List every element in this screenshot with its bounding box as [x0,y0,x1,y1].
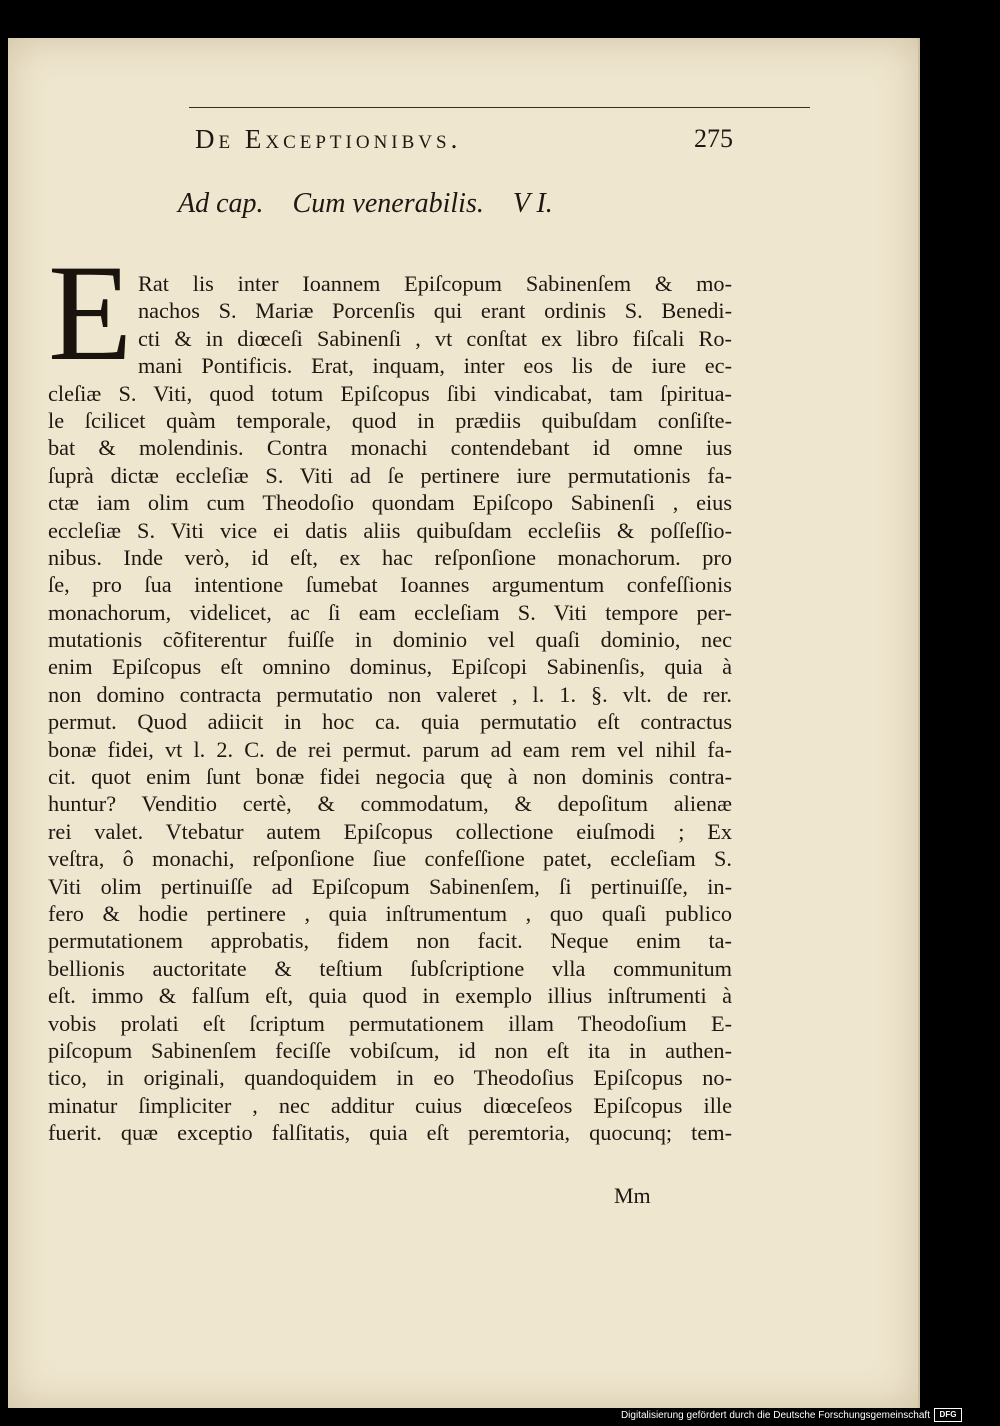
section-heading-part: V I. [512,188,553,219]
text-line: Viti olim pertinuiſſe ad Epiſcopum Sabinenſem, ſi pertinuiſſe, in- [48,873,732,899]
text-line: cti & in diœceſi Sabinenſi , vt conſtat ex libro fiſcali Ro- [138,325,732,351]
text-line: nibus. Inde verò, id eſt, ex hac reſponſione monachorum. pro [48,544,732,570]
text-line: nachos S. Mariæ Porcenſis qui erant ordinis S. Benedi- [138,298,732,324]
text-line: bonæ fidei, vt l. 2. C. de rei permut. parum ad eam rem vel nihil fa- [48,736,732,762]
dfg-logo: DFG [934,1408,962,1422]
text-line: ctæ iam olim cum Theodoſio quondam Epiſcopo Sabinenſi , eius [48,490,732,516]
text-line: non domino contracta permutatio non valeret , l. 1. §. vlt. de rer. [48,681,732,707]
text-line: cleſiæ S. Viti, quod totum Epiſcopus ſibi vindicabat, tam ſpiritua- [48,380,732,406]
text-line: le ſcilicet quàm temporale, quod in prædiis quibuſdam conſiſte- [48,407,732,433]
text-line: eſt. immo & falſum eſt, quia quod in exemplo illius inſtrumenti à [48,983,732,1009]
text-line: veſtra, ô monachi, reſponſione ſiue confeſſione patet, eccleſiam S. [48,846,732,872]
text-line: minatur ſimpliciter , nec additur cuius diœceſeos Epiſcopus ille [48,1092,732,1118]
text-line: fuerit. quæ exceptio falſitatis, quia eſt peremtoria, quocunq; tem- [48,1120,732,1146]
book-page [8,38,920,1408]
digitization-credit [621,1408,962,1422]
text-line: tico, in originali, quandoquidem in eo Theodoſius Epiſcopus no- [48,1065,732,1091]
text-line: permut. Quod adiicit in hoc ca. quia permutatio eſt contractus [48,709,732,735]
drop-cap: E [48,236,133,389]
page-number: 275 [694,124,733,153]
text-line: mani Pontificis. Erat, inquam, inter eos lis de iure ec- [138,353,732,379]
text-line: piſcopum Sabinenſem feciſſe vobiſcum, id non eſt ita in authen- [48,1037,732,1063]
text-line: bellionis auctoritate & teſtium ſubſcriptione vlla communitum [48,955,732,981]
section-heading [178,188,738,220]
catchword: Mm [614,1183,651,1208]
body-text [48,270,732,1147]
text-line: bat & molendinis. Contra monachi contendebant id omne ius [48,435,732,461]
section-heading-part: Ad cap. [178,188,264,219]
text-line: Rat lis inter Ioannem Epiſcopum Sabinenſem & mo- [138,271,732,296]
running-head: De Exceptionibvs. [195,124,462,154]
text-line: eccleſiæ S. Viti vice ei datis aliis quibuſdam eccleſiis & poſſeſſio- [48,517,732,543]
text-line: monachorum, videlicet, ac ſi eam eccleſiam S. Viti tempore per- [48,599,732,625]
credit-text: Digitalisierung gefördert durch die Deutsche Forschungsgemeinschaft [620,1409,930,1421]
header-rule [189,107,810,108]
text-line: ſe, pro ſua intentione ſumebat Ioannes argumentum confeſſionis [48,572,732,598]
text-line: vobis prolati eſt ſcriptum permutationem illam Theodoſium E- [48,1010,732,1036]
text-line: mutationis cõfiterentur fuiſſe in dominio vel quaſi dominio, nec [48,627,732,653]
text-line: cit. quot enim ſunt bonæ fidei negocia quę à non dominis contra- [48,764,732,790]
text-line: huntur? Venditio certè, & commodatum, & depoſitum alienæ [48,791,732,817]
text-line: permutationem approbatis, fidem non facit. Neque enim ta- [48,928,732,954]
text-line: ſuprà dictæ eccleſiæ S. Viti ad ſe pertinere iure permutationis fa- [48,462,732,488]
text-line: rei valet. Vtebatur autem Epiſcopus collectione eiuſmodi ; Ex [48,818,732,844]
text-line: fero & hodie pertinere , quia inſtrumentum , quo quaſi publico [48,900,732,926]
text-line: enim Epiſcopus eſt omnino dominus, Epiſcopi Sabinenſis, quia à [48,654,732,680]
section-heading-part: Cum venerabilis. [292,188,484,219]
